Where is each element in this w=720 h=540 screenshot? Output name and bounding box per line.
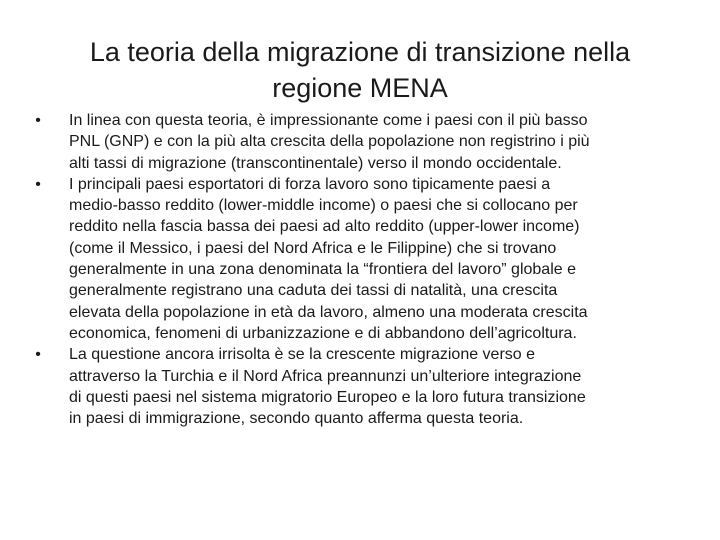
bullet-marker: • [35,112,41,129]
bullet-text: In linea con questa teoria, è impressionante come i paesi con il più basso PNL (GNP) e con la più alta crescita della popolazione non registrino i più alti tassi di migrazione (transcontinentale) verso il mondo occidentale. [69,112,590,172]
bullet-list [0,110,720,429]
bullet-item [0,174,720,344]
bullet-text: La questione ancora irrisolta è se la crescente migrazione verso e attraverso la Turchia e il Nord Africa preannunzi un’ulteriore integrazione di questi paesi nel sistema migratorio Europeo e la loro futura transizione in paesi di immigrazione, secondo quanto afferma questa teoria. [69,346,586,428]
bullet-item [0,110,720,174]
slide-title: La teoria della migrazione di transizione nella regione MENA [89,37,631,103]
bullet-marker: • [35,175,41,193]
bullet-marker: • [35,346,41,364]
bullet-item [0,344,720,429]
bullet-text: I principali paesi esportatori di forza lavoro sono tipicamente paesi a medio-basso reddito (lower-middle income) o paesi che si collocano per reddito nella fascia bassa dei paesi ad alto reddito (upper-lower income) (come il Messico, i paesi del Nord Africa e le Filippine) che si trovano generalmente in una zona denominata la “frontiera del lavoro” globale e generalmente registrano una caduta dei tassi di natalità, una crescita elevata della popolazione in età da lavoro, almeno una moderata crescita economica, fenomeni di urbanizzazione e di abbandono dell’agricoltura. [69,175,588,342]
